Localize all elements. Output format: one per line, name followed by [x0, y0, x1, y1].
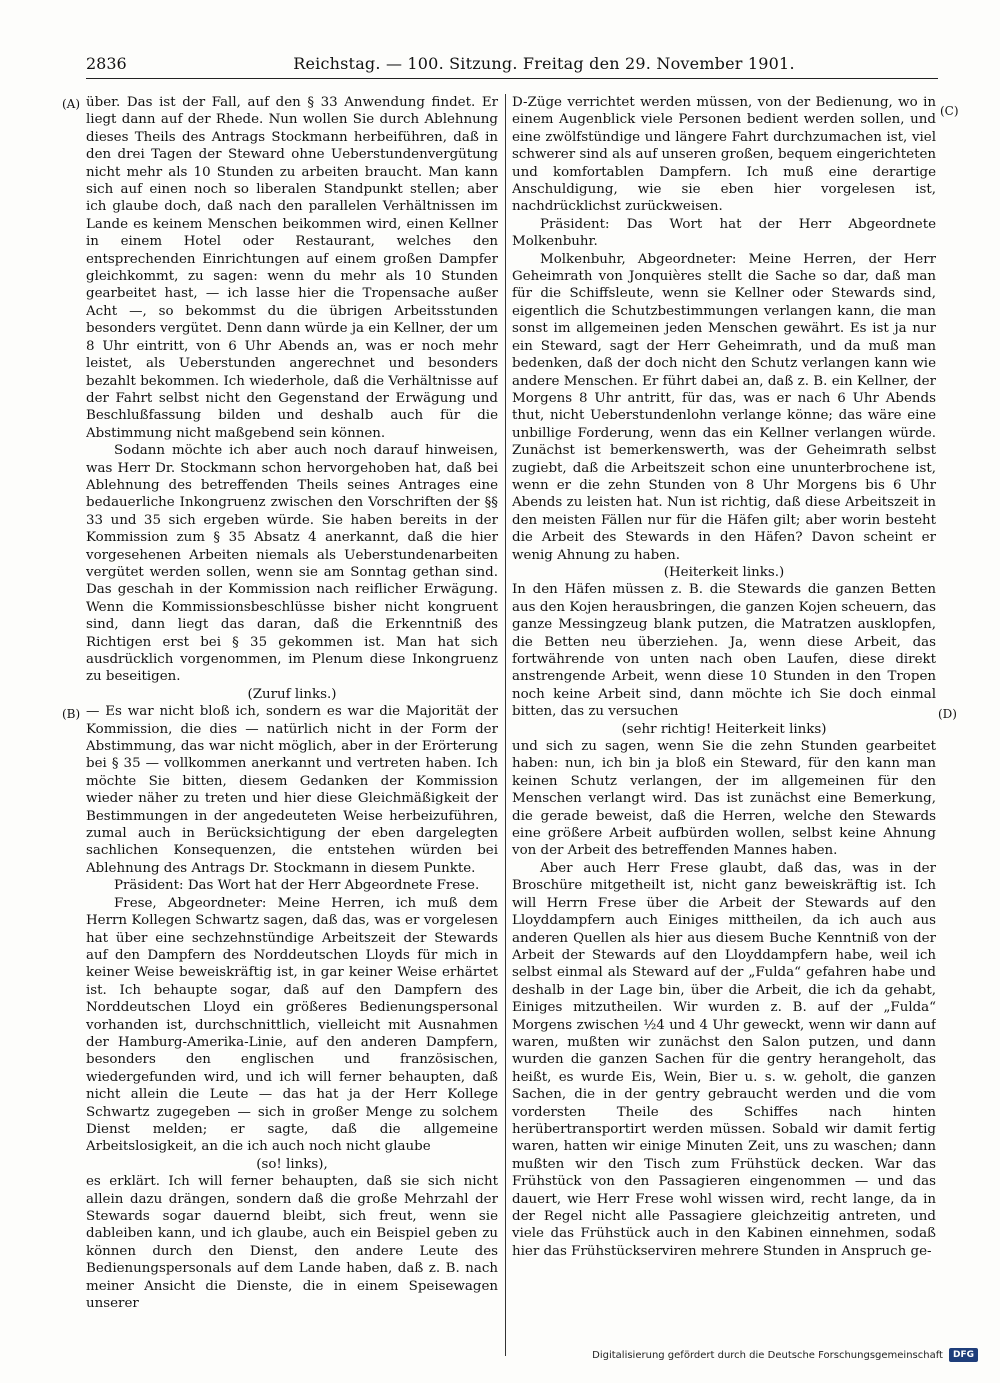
right-column [512, 94, 936, 1356]
footer-credit [592, 1348, 978, 1362]
running-title: Reichstag. — 100. Sitzung. Freitag den 29. November 1901. [293, 54, 795, 73]
speaker-paragraph: Präsident: Das Wort hat der Herr Abgeordnete Frese. [114, 878, 480, 894]
margin-marker-d: (D) [938, 707, 957, 721]
header-rule [86, 78, 938, 79]
left-column [86, 94, 498, 1356]
speaker-paragraph: Präsident: Das Wort hat der Herr Abgeordnete Molkenbuhr. [512, 216, 936, 250]
paragraph: und sich zu sagen, wenn Sie die zehn Stunden gearbeitet haben: nun, ich bin ja bloß ein Steward, für den kann man keinen Schutz verlangen, der im allgemeinen für den Menschen verlangt wird. Das ist zunächst eine Bemerkung, die gerade beweist, daß die Herren, welche den Stewards eine größere Arbeit aufbürden wollen, selbst keine Ahnung von der Arbeit des betreffenden Mannes haben. [512, 739, 936, 859]
interjection: (so! links), [256, 1156, 328, 1172]
column-divider [505, 94, 506, 1356]
paragraph: — Es war nicht bloß ich, sondern es war die Majorität der Kommission, die dies — natürlich nicht in der Form der Abstimmung, das war nicht möglich, aber in der Erörterung bei § 35 — vollkommen anerkannt und vertreten haben. Ich möchte Sie bitten, diesem Gedanken der Kommission wieder näher zu treten und hier diese Gleichmäßigkeit der Bestimmungen in der angedeuteten Weise herbeizuführen, zumal auch in Berücksichtigung der eben dargelegten sachlichen Konsequenzen, die entstehen würden bei Ablehnung des Antrags Dr. Stockmann in diesem Punkte. [86, 704, 498, 876]
paragraph: es erklärt. Ich will ferner behaupten, daß sie sich nicht allein dazu drängen, sondern daß die große Mehrzahl der Stewards sogar dauernd bleibt, sich freut, wenn sie dableiben kann, und ich glaube, auch ein Beispiel geben zu können durch den Dienst, den andere Leute des Bedienungspersonals auf dem Lande haben, daß z. B. nach meiner Ansicht die Dienste, die in einem Speisewagen unserer [86, 1174, 498, 1312]
paragraph: Aber auch Herr Frese glaubt, daß das, was in der Broschüre mitgetheilt ist, nicht ganz beweiskräftig ist. Ich will Herrn Frese über die Arbeit der Stewards auf den Lloyddampfern auch Einiges mittheilen, da ich auch aus anderen Quellen als hier aus diesem Buche Kenntniß von der Arbeit der Stewards auf den Lloyddampfern habe, weil ich selbst einmal als Steward auf der „Fulda“ gefahren habe und deshalb in der Lage bin, über die Arbeit, die ich da gehabt, Einiges mitzutheilen. Wir wurden z. B. auf der „Fulda“ Morgens zwischen ½4 und 4 Uhr geweckt, wenn wir dann auf waren, mußten wir zunächst den Salon putzen, und dann wurden die ganzen Sachen für die gentry herangeholt, das heißt, es wurde Eis, Wein, Bier u. s. w. geholt, die ganzen Sachen, die in der gentry gebraucht werden und die vom vordersten Theile des Schiffes nach hinten herübertransportirt werden müssen. Sobald wir damit fertig waren, hatten wir einige Minuten Zeit, uns zu waschen; dann mußten wir den Tisch zum Frühstück decken. War das Frühstück von den Passagieren eingenommen — und das dauert, wie Herr Frese wohl wissen wird, recht lange, da in der Regel nicht alle Passagiere gleichzeitig antreten, und viele das Frühstück auch in den Kabinen einnehmen, sodaß hier das Frühstückserviren mehrere Stunden in Anspruch ge- [512, 860, 936, 1259]
footer-text: Digitalisierung gefördert durch die Deutsche Forschungsgemeinschaft [592, 1349, 943, 1361]
margin-marker-a: (A) [62, 97, 81, 111]
dfg-logo: DFG [949, 1348, 978, 1362]
page-number: 2836 [86, 54, 127, 73]
paragraph: Sodann möchte ich aber auch noch darauf hinweisen, was Herr Dr. Stockmann schon hervorgehoben hat, daß bei Ablehnung des betreffenden Theils seines Antrages eine bedauerliche Inkongruenz zwischen den Vorschriften der §§ 33 und 35 sich ergeben würde. Sie haben bereits in der Kommission zum § 35 Absatz 4 anerkannt, daß die hier vorgesehenen Arbeiten niemals als Ueberstundenarbeiten vergütet werden sollen, wenn sie am Sonntag gethan sind. Das geschah in der Kommission nach reiflicher Erwägung. Wenn die Kommissionsbeschlüsse bisher nicht kongruent sind, dann liegt das daran, daß die Erkenntniß des Richtigen erst bei § 35 gekommen ist. Man hat sich ausdrücklich vorgenommen, im Plenum diese Inkongruenz zu beseitigen. [86, 443, 498, 685]
paragraph: In den Häfen müssen z. B. die Stewards die ganzen Betten aus den Kojen herausbringen, die ganzen Kojen scheuern, das ganze Messingzeug blank putzen, die Matratzen ausklopfen, die Betten neu überziehen. Ja, wenn diese Arbeit, das fortwährende von unten nach oben Laufen, diese direkt anstrengende Arbeit, wenn diese 10 Stunden in den Tropen noch keine Arbeit sind, dann möchte ich Sie doch einmal bitten, das zu versuchen [512, 582, 936, 720]
interjection: (Zuruf links.) [247, 686, 337, 702]
paragraph: D-Züge verrichtet werden müssen, von der Bedienung, wo in einem Augenblick viele Personen bedient werden sollen, und eine zwölfstündige und längere Fahrt durchzumachen ist, viel schwerer sind als auf unseren großen, bequem eingerichteten und komfortablen Dampfern. Ich muß eine derartige Anschuldigung, wie sie eben hier vorgelesen ist, nachdrücklichst zurückweisen. [512, 95, 936, 215]
interjection: (sehr richtig! Heiterkeit links) [621, 721, 827, 737]
page-header [86, 54, 922, 78]
margin-marker-c: (C) [940, 104, 959, 118]
paragraph: über. Das ist der Fall, auf den § 33 Anwendung findet. Er liegt dann auf der Rhede. Nun wollen Sie durch Ablehnung dieses Theils des Antrags Stockmann herbeiführen, daß in den drei Tagen der Steward ohne Ueberstundenvergütung nicht mehr als 10 Stunden zu arbeiten braucht. Man kann sich auf einen noch so liberalen Standpunkt stellen; aber ich glaube doch, daß nach den parallelen Verhältnissen im Lande es keinem Menschen beikommen wird, einen Kellner in einem Hotel oder Restaurant, welches den entsprechenden Einrichtungen auf einem großen Dampfer gleichkommt, zu sagen: wenn du mehr als 10 Stunden gearbeitet hast, — ich lasse hier die Tropensache außer Acht —, so bekommst du die übrigen Arbeitsstunden besonders vergütet. Denn dann würde ja ein Kellner, der um 8 Uhr eintritt, von 6 Uhr Abends an, was er noch mehr leistet, als Ueberstunden angerechnet und besonders bezahlt bekommen. Ich wiederhole, daß die Verhältnisse auf der Fahrt selbst nicht den Gegenstand der Erwägung und Beschlußfassung bilden und deshalb auch für die Abstimmung nicht maßgebend sein können. [86, 95, 498, 441]
speaker-paragraph: Frese, Abgeordneter: Meine Herren, ich muß dem Herrn Kollegen Schwartz sagen, daß das, was er vorgelesen hat über eine sechzehnstündige Arbeitszeit der Stewards auf den Dampfern des Norddeutschen Lloyds für mich in keiner Weise beweiskräftig ist, in gar keiner Weise erhärtet ist. Ich behaupte sogar, daß auf den Dampfern des Norddeutschen Lloyd ein größeres Bedienungspersonal vorhanden ist, durchschnittlich, vielleicht mit Ausnahmen der Hamburg-Amerika-Linie, auf den anderen Dampfern, besonders den englischen und französischen, wiedergefunden wird, und ich will ferner behaupten, daß nicht allein die Leute — das hat ja der Herr Kollege Schwartz zugegeben — sich in großer Menge zu solchem Dienst melden; er sagte, daß die allgemeine Arbeitslosigkeit, an die ich auch noch nicht glaube [86, 895, 498, 1155]
interjection: (Heiterkeit links.) [663, 564, 785, 580]
speaker-paragraph: Molkenbuhr, Abgeordneter: Meine Herren, der Herr Geheimrath von Jonquières stellt die Sache so dar, daß man für die Schiffsleute, wenn sie Kellner oder Stewards sind, eigentlich die Schutzbestimmungen verlangen kann, die man sonst im allgemeinen jeden Menschen gewährt. Es ist ja nur ein Steward, sagt der Herr Geheimrath, und da muß man bedenken, daß der doch nicht den Schutz verlangen kann wie andere Menschen. Er führt dabei an, daß z. B. ein Kellner, der Morgens 8 Uhr antritt, für das, was er nach 6 Uhr Abends thut, nicht Ueberstundenlohn verlange könne; das wäre eine unbillige Forderung, wenn das ein Kellner verlangen würde. Zunächst ist bemerkenswerth, was der Geheimrath selbst zugiebt, daß die Arbeitszeit schon eine ununterbrochene ist, wenn er die zehn Stunden von 8 Uhr Morgens bis 6 Uhr Abends zu leisten hat. Nun ist richtig, daß diese Arbeitszeit in den meisten Fällen nur für die Häfen gilt; aber worin besteht die Arbeit des Stewards in den Häfen? Davon scheint er wenig Ahnung zu haben. [512, 251, 936, 563]
margin-marker-b: (B) [62, 707, 81, 721]
